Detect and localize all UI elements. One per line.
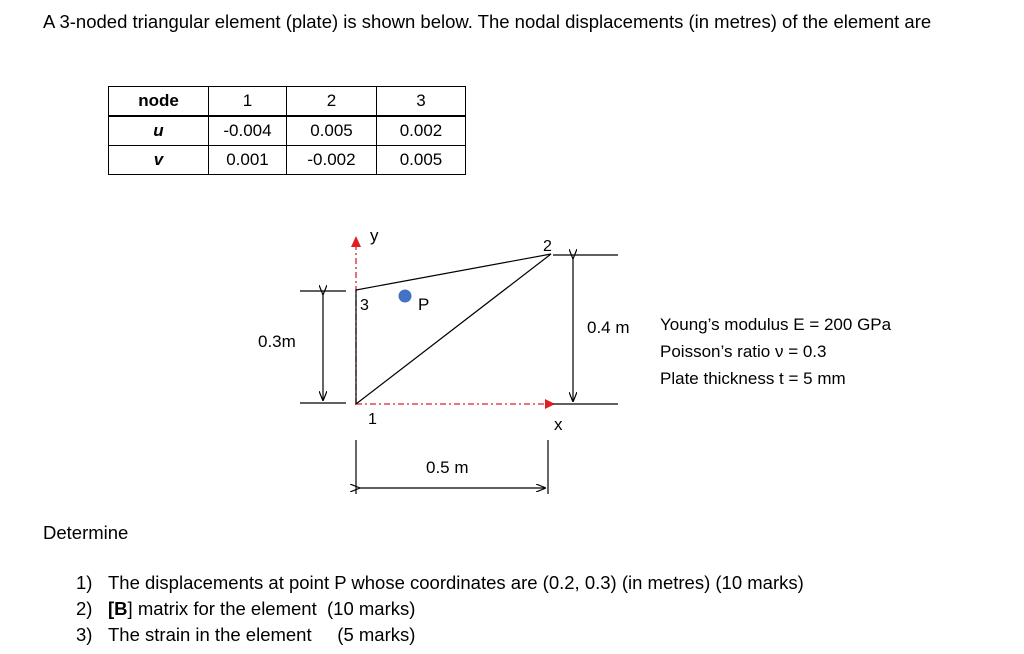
- task-list: [68, 570, 804, 648]
- table-header-cell: node: [109, 87, 209, 117]
- point-p-label: P: [418, 295, 430, 314]
- table-header-cell: 1: [209, 87, 287, 117]
- table-cell: 0.001: [209, 146, 287, 175]
- table-cell: 0.005: [287, 116, 377, 146]
- task-number: 2): [76, 598, 93, 619]
- dimension-bottom-label: 0.5 m: [426, 458, 469, 477]
- list-item: [68, 622, 804, 648]
- triangle-element: [356, 254, 551, 404]
- dimension-left: [300, 291, 346, 403]
- task-bold-prefix: [108, 598, 128, 619]
- table-cell: -0.004: [209, 116, 287, 146]
- table-header-cell: 2: [287, 87, 377, 117]
- point-p-marker: [399, 290, 412, 303]
- y-axis-arrow-icon: [351, 236, 361, 247]
- list-item: [68, 570, 804, 596]
- y-axis-label: y: [370, 226, 379, 245]
- node-1-label: 1: [368, 411, 377, 428]
- node-2-label: 2: [543, 238, 552, 255]
- x-axis: [356, 399, 555, 409]
- table-cell: 0.002: [377, 116, 466, 146]
- task-text: The displacements at point P whose coordinates are (0.2, 0.3) (in metres) (10 marks): [108, 572, 804, 593]
- table-header-cell: 3: [377, 87, 466, 117]
- x-axis-label: x: [554, 415, 563, 434]
- intro-text: A 3-noded triangular element (plate) is shown below. The nodal displacements (in metres) of the element are: [43, 11, 932, 32]
- list-item: [68, 596, 804, 622]
- table-row-label: u: [109, 116, 209, 146]
- node-3-label: 3: [360, 297, 369, 314]
- dimension-left-label: 0.3m: [258, 332, 296, 351]
- material-properties: [660, 311, 891, 392]
- bracket-open: [: [108, 598, 115, 619]
- matrix-b-label: B: [114, 598, 128, 619]
- table-cell: -0.002: [287, 146, 377, 175]
- determine-heading: Determine: [43, 522, 129, 543]
- task-text: The strain in the element (5 marks): [108, 624, 416, 645]
- table-cell: 0.005: [377, 146, 466, 175]
- poissons-ratio: Poisson’s ratio ν = 0.3: [660, 342, 827, 361]
- table-row-label: v: [109, 146, 209, 175]
- dimension-right-label: 0.4 m: [587, 318, 630, 337]
- task-text: ] matrix for the element (10 marks): [127, 598, 416, 619]
- task-number: 1): [76, 572, 93, 593]
- youngs-modulus: Young’s modulus E = 200 GPa: [660, 315, 892, 334]
- plate-thickness: Plate thickness t = 5 mm: [660, 369, 846, 388]
- task-number: 3): [76, 624, 93, 645]
